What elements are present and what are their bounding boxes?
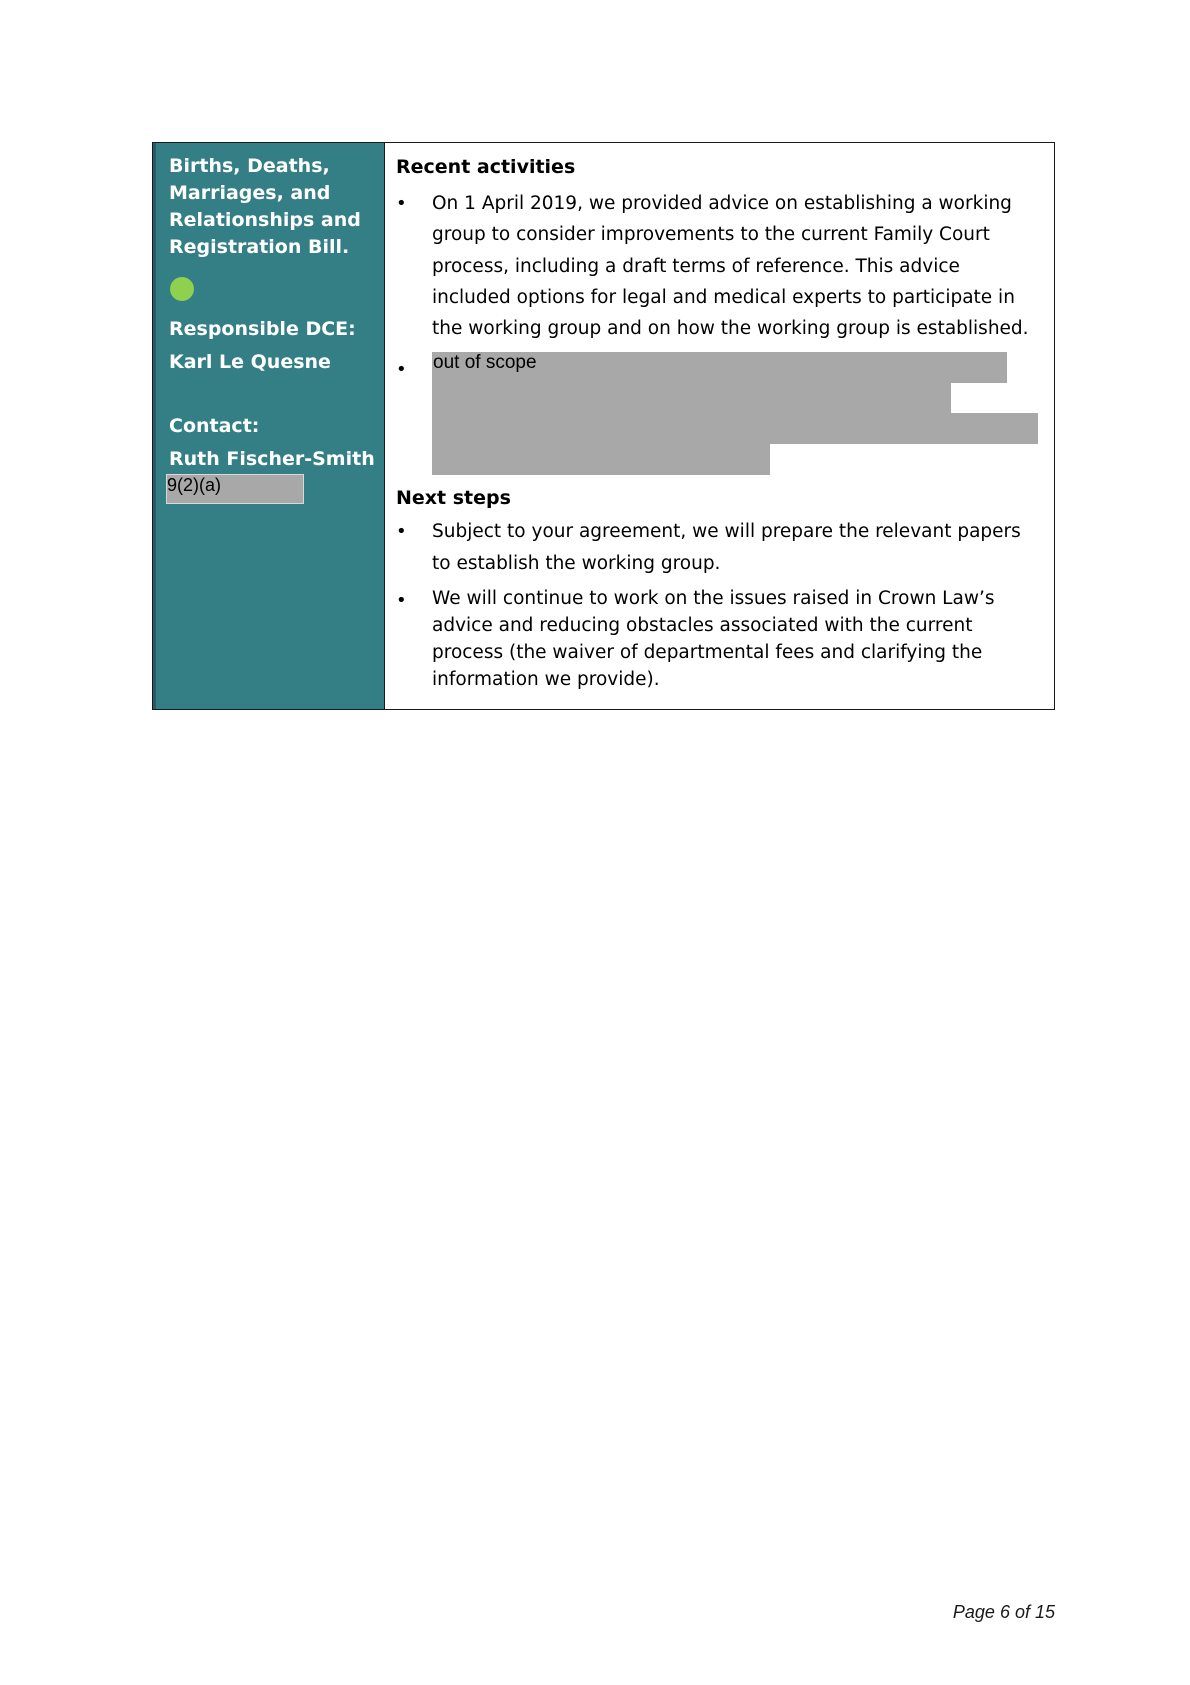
redaction-bar	[432, 383, 951, 413]
contact-redaction-box: 9(2)(a)	[166, 474, 304, 504]
next-steps-heading: Next steps	[396, 487, 511, 510]
responsible-dce-name: Karl Le Quesne	[169, 351, 331, 373]
list-item	[396, 516, 1044, 579]
next-step-text: Subject to your agreement, we will prepare the relevant papers to establish the working group.	[432, 521, 1021, 574]
redacted-block	[432, 352, 1044, 476]
recent-activities-heading: Recent activities	[396, 156, 576, 178]
recent-activity-text: On 1 April 2019, we provided advice on establishing a working group to consider improvements to the current Family Court process, including a draft terms of reference. This advice included options for legal and medical experts to participate in the working group and on how the working group is established.	[432, 193, 1029, 340]
bullet-marker: •	[396, 359, 407, 381]
redaction-bar	[432, 413, 1038, 444]
next-step-text: We will continue to work on the issues raised in Crown Law’s advice and reducing obstacles associated with the current process (the waiver of departmental fees and clarifying the information we provide).	[432, 588, 995, 691]
status-indicator-dot	[170, 277, 194, 301]
responsible-dce-label: Responsible DCE:	[169, 318, 356, 340]
item-title-line: Marriages, and	[169, 182, 331, 204]
list-item	[396, 352, 1044, 476]
bullet-marker: •	[396, 193, 407, 214]
redaction-label: out of scope	[433, 352, 537, 374]
main-content	[385, 143, 1054, 709]
contact-name: Ruth Fischer-Smith	[169, 448, 375, 470]
list-item	[396, 585, 1044, 693]
item-title	[169, 153, 384, 261]
redaction-bar	[432, 444, 770, 475]
bullet-marker: •	[396, 590, 407, 612]
item-title-line: Relationships and	[169, 209, 361, 231]
bullet-marker: •	[396, 521, 407, 543]
page-number: Page 6 of 15	[952, 1602, 1055, 1622]
item-title-line: Births, Deaths,	[169, 155, 330, 177]
sidebar-panel	[153, 143, 385, 709]
contact-label: Contact:	[169, 415, 260, 437]
briefing-table	[152, 142, 1055, 710]
item-title-line: Registration Bill.	[169, 236, 350, 258]
list-item	[396, 188, 1044, 344]
